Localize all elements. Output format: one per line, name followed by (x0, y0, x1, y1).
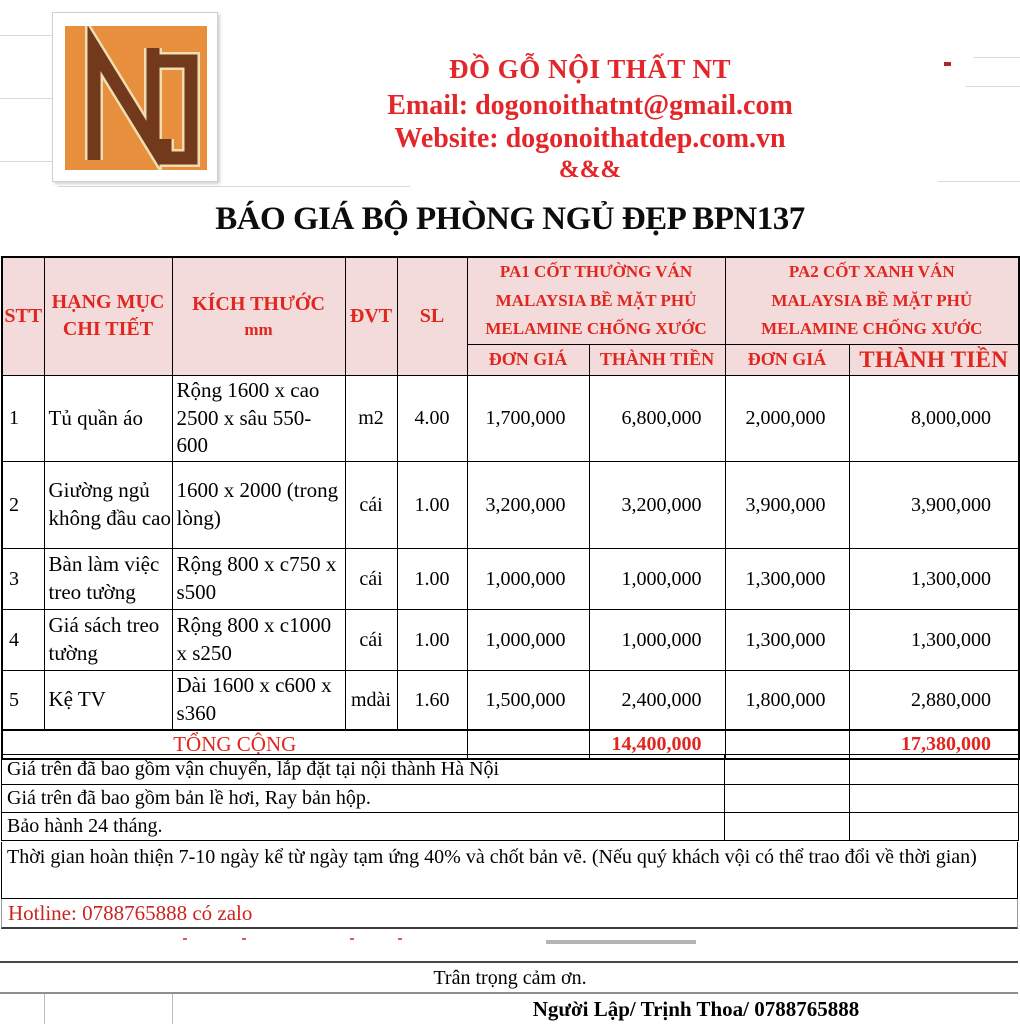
artifact-red-dot (944, 62, 951, 66)
col-header-size-unit: mm (244, 319, 273, 339)
divider (0, 992, 1018, 994)
cell-stt: 4 (2, 610, 44, 671)
cell-pa1-price: 1,000,000 (467, 610, 589, 671)
cell-pa2-total: 1,300,000 (849, 610, 1019, 671)
divider (0, 961, 1018, 963)
artifact-speck (183, 938, 187, 940)
gridline (0, 35, 52, 36)
col-header-size-line1: KÍCH THƯỚC (192, 292, 325, 315)
artifact-speck (242, 938, 246, 940)
cell-pa2-total: 1,300,000 (849, 549, 1019, 610)
cell-size: Rộng 1600 x cao 2500 x sâu 550-600 (172, 375, 345, 462)
col-header-item (44, 257, 172, 375)
page-title: BÁO GIÁ BỘ PHÒNG NGỦ ĐẸP BPN137 (215, 201, 805, 237)
cell-pa1-total: 3,200,000 (589, 462, 725, 549)
cell-qty: 4.00 (397, 375, 467, 462)
brand-header (170, 54, 1010, 184)
col-header-pa2-unit-price: ĐƠN GIÁ (725, 344, 849, 375)
cell-pa1-price: 1,500,000 (467, 671, 589, 730)
note-empty-cell (850, 813, 1019, 841)
note-empty-cell (725, 813, 850, 841)
col-header-item-line1: HẠNG MỤC (51, 291, 165, 314)
cell-pa1-price: 3,200,000 (467, 462, 589, 549)
total-label: TỔNG CỘNG (2, 730, 467, 759)
cell-unit: cái (345, 610, 397, 671)
note-text: Giá trên đã bao gồm bản lề hơi, Ray bản hộp. (2, 785, 725, 813)
cell-stt: 5 (2, 671, 44, 730)
cell-pa1-price: 1,000,000 (467, 549, 589, 610)
thanks-text: Trân trọng cảm ơn. (433, 967, 587, 989)
table-row (2, 671, 1019, 730)
cell-pa2-total: 8,000,000 (849, 375, 1019, 462)
cell-qty: 1.00 (397, 610, 467, 671)
col-header-pa2-total: THÀNH TIỀN (849, 344, 1019, 375)
cell-pa2-price: 1,300,000 (725, 610, 849, 671)
table-row (2, 610, 1019, 671)
cell-stt: 2 (2, 462, 44, 549)
note-empty-cell (725, 785, 850, 813)
gridline (58, 186, 410, 187)
cell-unit: m2 (345, 375, 397, 462)
cell-unit: mdài (345, 671, 397, 730)
signature-text: Người Lập/ Trịnh Thoa/ 0788765888 (532, 997, 860, 1021)
cell-pa1-total: 6,800,000 (589, 375, 725, 462)
total-pa2-amount: 17,380,000 (849, 730, 1019, 759)
col-header-item-line2: CHI TIẾT (62, 318, 154, 341)
cell-pa2-price: 1,800,000 (725, 671, 849, 730)
cell-pa2-price: 2,000,000 (725, 375, 849, 462)
cell-item: Kệ TV (44, 671, 172, 730)
cell-size: 1600 x 2000 (trong lòng) (172, 462, 345, 549)
hotline-text: Hotline: 0788765888 có zalo (1, 899, 1018, 929)
cell-item: Tủ quần áo (44, 375, 172, 462)
gridline-stub (172, 994, 173, 1024)
table-row (2, 375, 1019, 462)
note-row (2, 813, 1019, 841)
note-row (2, 785, 1019, 813)
cell-pa2-total: 2,880,000 (849, 671, 1019, 730)
artifact-speck (398, 938, 402, 940)
cell-size: Rộng 800 x c1000 x s250 (172, 610, 345, 671)
cell-qty: 1.00 (397, 462, 467, 549)
cell-pa1-total: 1,000,000 (589, 549, 725, 610)
note-row (2, 755, 1019, 785)
cell-pa2-price: 3,900,000 (725, 462, 849, 549)
col-header-stt: STT (2, 257, 44, 375)
col-header-pa1: PA1 CỐT THƯỜNG VÁN MALAYSIA BỀ MẶT PHỦ MELAMINE CHỐNG XƯỚC (467, 257, 725, 344)
cell-item: Bàn làm việc treo tường (44, 549, 172, 610)
cell-size: Rộng 800 x c750 x s500 (172, 549, 345, 610)
brand-email: Email: dogonoithatnt@gmail.com (387, 90, 793, 121)
total-pa1-amount: 14,400,000 (589, 730, 725, 759)
brand-ampersands: &&& (558, 156, 622, 183)
gridline (0, 98, 52, 99)
cell-size: Dài 1600 x c600 x s360 (172, 671, 345, 730)
col-header-qty: SL (397, 257, 467, 375)
note-empty-cell (850, 755, 1019, 785)
col-header-unit: ĐVT (345, 257, 397, 375)
col-header-pa1-unit-price: ĐƠN GIÁ (467, 344, 589, 375)
brand-website: Website: dogonoithatdep.com.vn (394, 123, 786, 154)
col-header-size (172, 257, 345, 375)
brand-name: ĐỒ GỖ NỘI THẤT NT (448, 54, 732, 84)
cell-item: Giá sách treo tường (44, 610, 172, 671)
cell-pa2-price: 1,300,000 (725, 549, 849, 610)
cell-stt: 3 (2, 549, 44, 610)
col-header-pa2: PA2 CỐT XANH VÁN MALAYSIA BỀ MẶT PHỦ MELAMINE CHỐNG XƯỚC (725, 257, 1019, 344)
quote-table (1, 256, 1020, 760)
note-text: Bảo hành 24 tháng. (2, 813, 725, 841)
col-header-pa1-total: THÀNH TIỀN (589, 344, 725, 375)
note-empty-cell (850, 785, 1019, 813)
cell-qty: 1.00 (397, 549, 467, 610)
cell-pa1-price: 1,700,000 (467, 375, 589, 462)
cell-pa1-total: 1,000,000 (589, 610, 725, 671)
cell-pa2-total: 3,900,000 (849, 462, 1019, 549)
cell-unit: cái (345, 462, 397, 549)
cell-qty: 1.60 (397, 671, 467, 730)
cell-stt: 1 (2, 375, 44, 462)
cell-unit: cái (345, 549, 397, 610)
note-text: Giá trên đã bao gồm vận chuyển, lắp đặt tại nội thành Hà Nội (2, 755, 725, 785)
cell-pa1-total: 2,400,000 (589, 671, 725, 730)
notes-table (1, 754, 1019, 841)
table-row (2, 462, 1019, 549)
gridline-stub (44, 994, 45, 1024)
lead-time-note: Thời gian hoàn thiện 7-10 ngày kể từ ngày tạm ứng 40% và chốt bản vẽ. (Nếu quý khách vội có thể trao đổi về thời gian) (1, 842, 1018, 899)
gridline (0, 161, 52, 162)
table-row (2, 549, 1019, 610)
artifact-smudge (546, 940, 696, 944)
note-empty-cell (725, 755, 850, 785)
artifact-speck (350, 938, 354, 940)
cell-item: Giường ngủ không đầu cao (44, 462, 172, 549)
